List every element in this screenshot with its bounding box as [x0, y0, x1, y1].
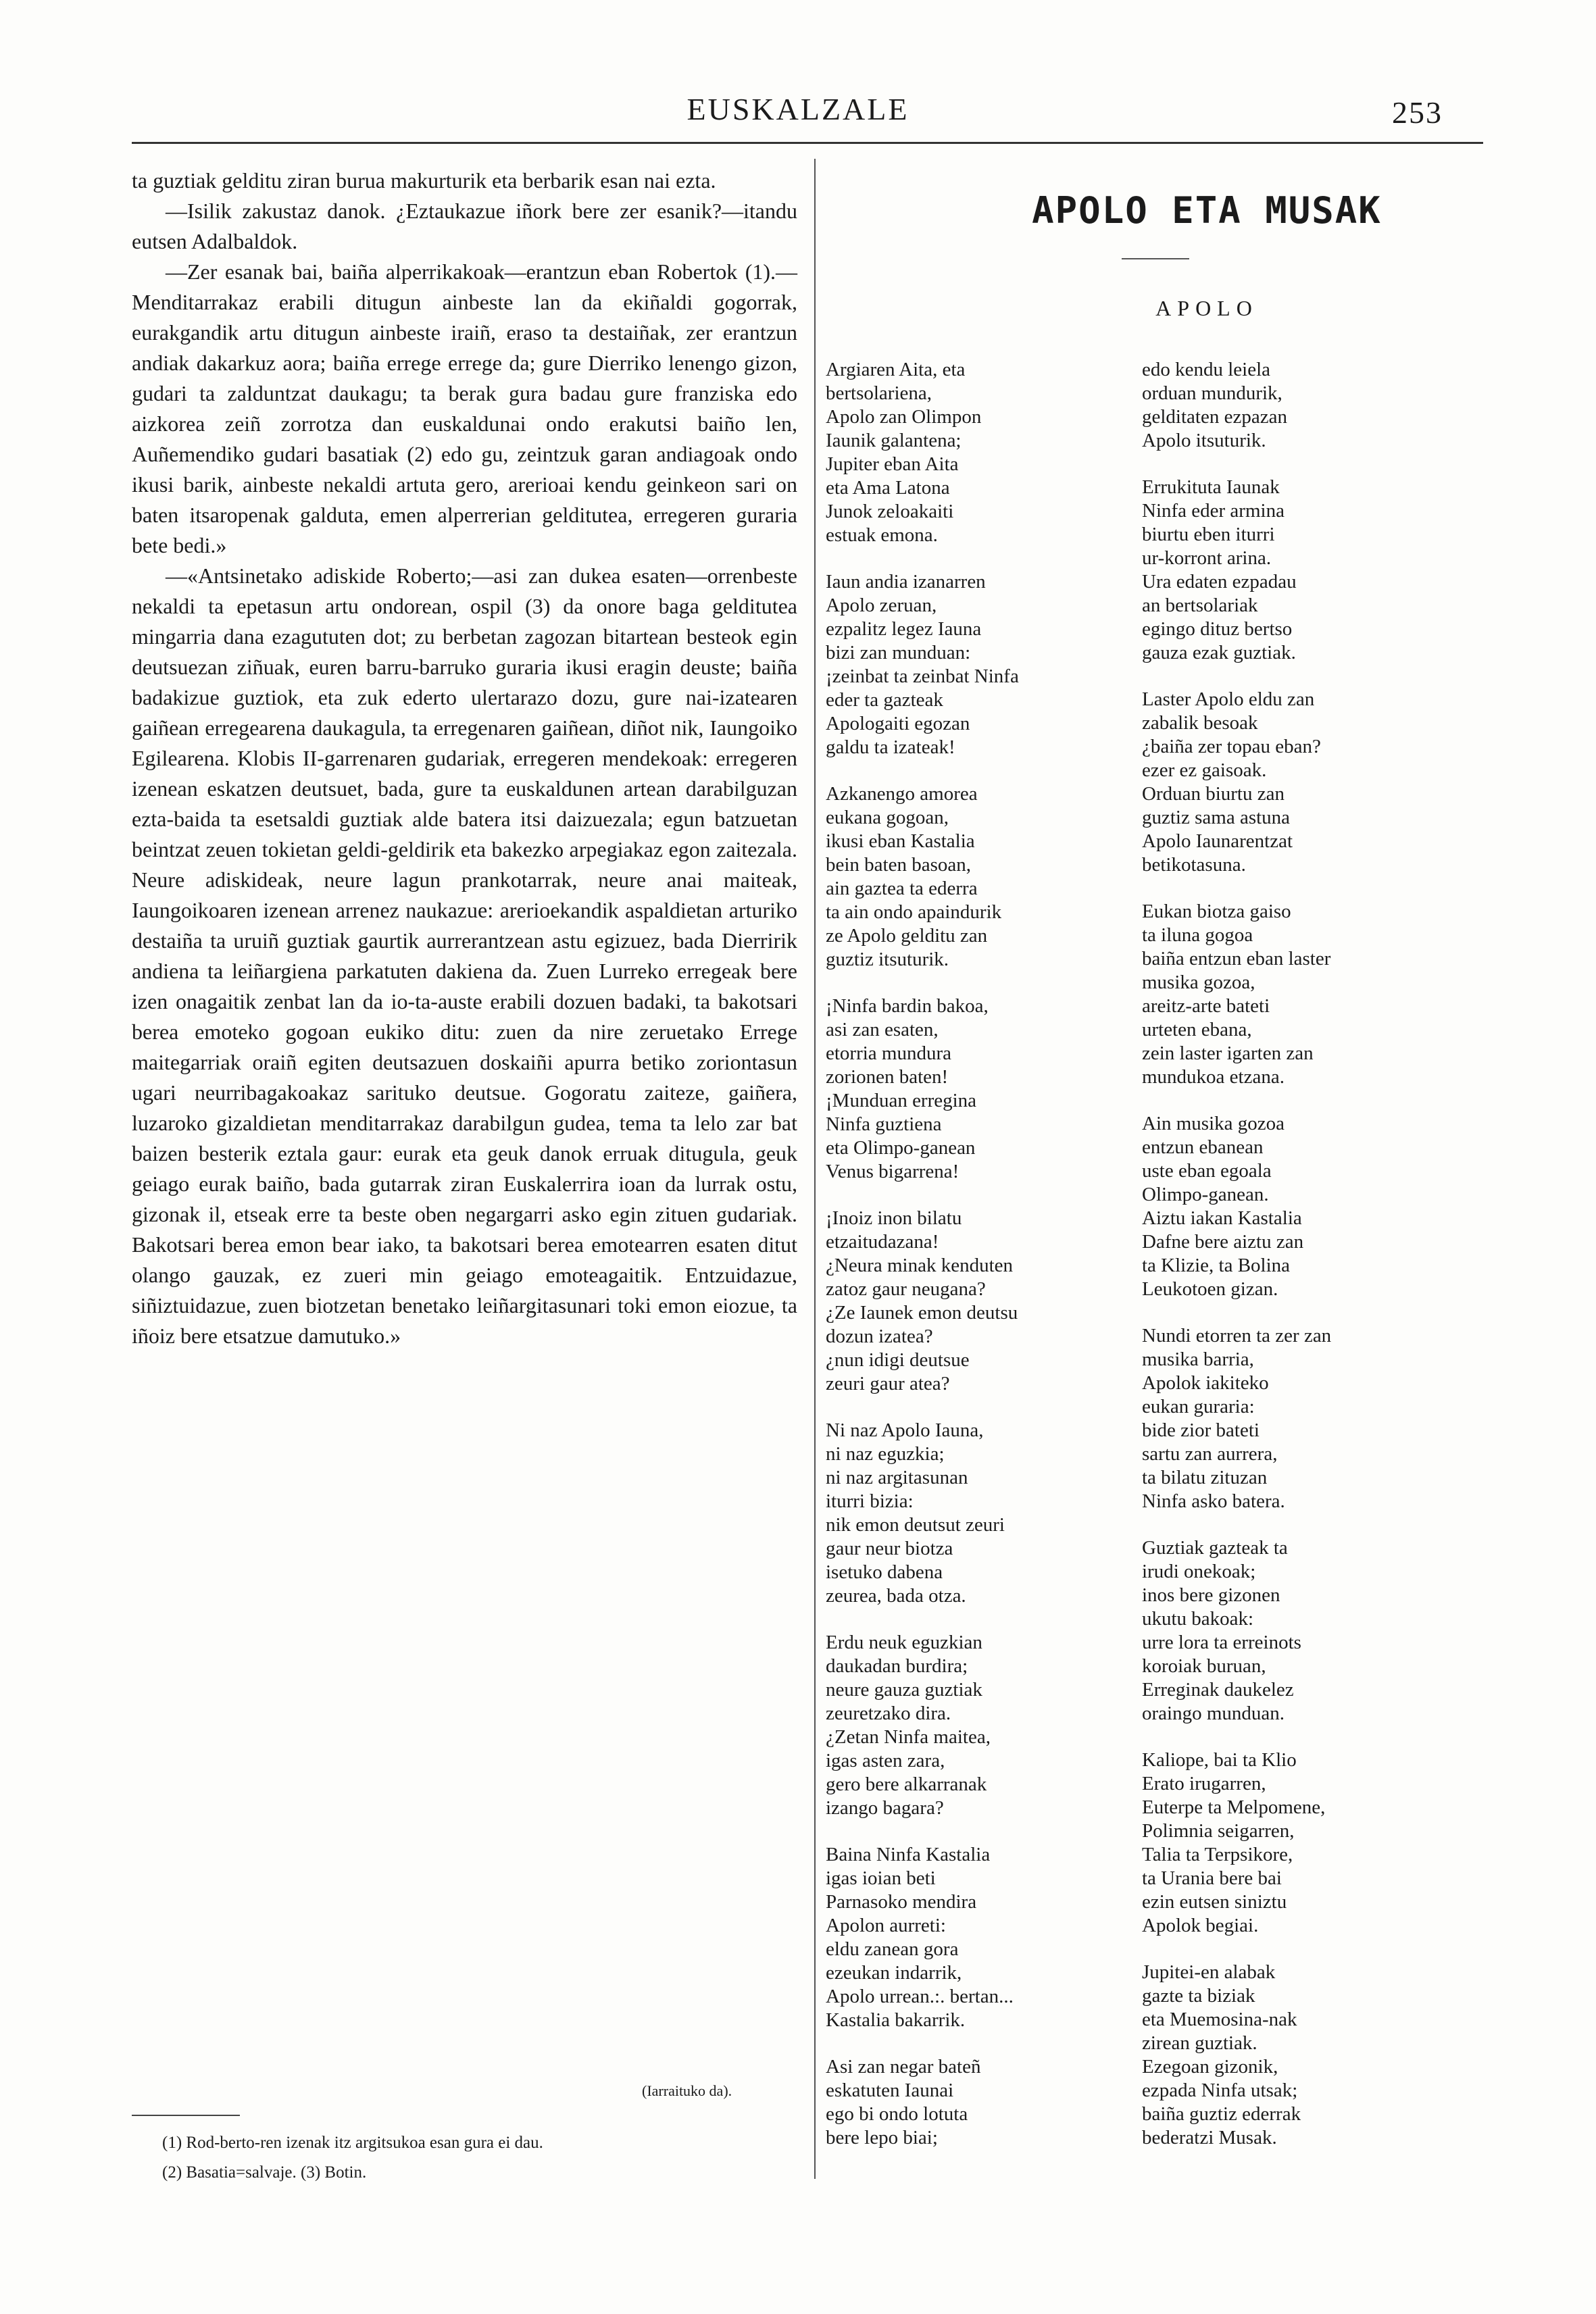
- verse-line: gauza ezak guztiak.: [1142, 642, 1296, 663]
- verse-line: Nundi etorren ta zer zan: [1142, 1325, 1332, 1347]
- verse-line: estuak emona.: [826, 524, 938, 546]
- verse-line: Kaliope, bai ta Klio: [1142, 1749, 1297, 1771]
- continued-note: (Iarraituko da).: [642, 2082, 732, 2099]
- verse-line: an bertsolariak: [1142, 595, 1258, 616]
- verse-line: zein laster igarten zan: [1142, 1042, 1314, 1064]
- verse-line: Jupitei-en alabak: [1142, 1961, 1276, 1983]
- verse-line: egingo dituz bertso: [1142, 618, 1293, 640]
- verse-line: zatoz gaur neugana?: [826, 1278, 986, 1300]
- verse-line: bere lepo biai;: [826, 2127, 938, 2148]
- verse-line: ¿nun idigi deutsue: [826, 1349, 970, 1371]
- verse-line: Iaunik galantena;: [826, 430, 962, 451]
- verse-line: Apolo zeruan,: [826, 595, 937, 616]
- verse-line: ain gaztea ta ederra: [826, 878, 978, 899]
- verse-line: Apolo itsuturik.: [1142, 430, 1266, 451]
- verse-line: koroiak buruan,: [1142, 1655, 1266, 1677]
- verse-line: Apologaiti egozan: [826, 713, 970, 734]
- verse-line: eldu zanean gora: [826, 1938, 959, 1960]
- verse-line: asi zan esaten,: [826, 1019, 939, 1040]
- verse-line: urteten ebana,: [1142, 1019, 1252, 1040]
- verse-line: bizi zan munduan:: [826, 642, 971, 663]
- verse-line: guztiz itsuturik.: [826, 949, 949, 970]
- verse-line: oraingo munduan.: [1142, 1703, 1285, 1724]
- verse-line: Aiztu iakan Kastalia: [1142, 1207, 1302, 1229]
- verse-line: bein baten basoan,: [826, 854, 972, 876]
- verse-line: igas ioian beti: [826, 1867, 936, 1889]
- verse-line: ta Urania bere bai: [1142, 1867, 1282, 1889]
- verse-line: musika barria,: [1142, 1349, 1254, 1370]
- verse-line: Apolo zan Olimpon: [826, 406, 982, 428]
- verse-line: gero bere alkarranak: [826, 1774, 987, 1795]
- verse-line: sartu zan aurrera,: [1142, 1443, 1278, 1465]
- verse-line: musika gozoa,: [1142, 972, 1255, 993]
- verse-line: Jupiter eban Aita: [826, 453, 959, 475]
- poem-column-1: [826, 358, 1130, 2173]
- verse-line: Orduan biurtu zan: [1142, 783, 1285, 805]
- verse-line: izango bagara?: [826, 1797, 944, 1819]
- verse-line: Guztiak gazteak ta: [1142, 1537, 1288, 1559]
- verse-line: ze Apolo gelditu zan: [826, 925, 988, 947]
- verse-line: eta Ama Latona: [826, 477, 950, 499]
- stanza: [826, 1207, 1130, 1396]
- verse-line: biurtu eben iturri: [1142, 524, 1275, 545]
- verse-line: Errukituta Iaunak: [1142, 476, 1280, 498]
- verse-line: etzaitudazana!: [826, 1231, 939, 1253]
- verse-line: Eukan biotza gaiso: [1142, 901, 1291, 922]
- verse-line: baiña entzun eban laster: [1142, 948, 1331, 970]
- verse-line: ikusi eban Kastalia: [826, 830, 975, 852]
- verse-line: entzun ebanean: [1142, 1136, 1264, 1158]
- verse-line: galdu ta izateak!: [826, 736, 955, 758]
- verse-line: eta Muemosina-nak: [1142, 2009, 1297, 2030]
- verse-line: eskatuten Iaunai: [826, 2080, 954, 2101]
- paragraph: ta guztiak gelditu ziran burua makurturik eta berbarik esan nai ezta.: [132, 168, 716, 193]
- verse-line: Polimnia seigarren,: [1142, 1820, 1295, 1842]
- verse-line: betikotasuna.: [1142, 854, 1246, 876]
- verse-line: Apolo Iaunarentzat: [1142, 830, 1293, 852]
- verse-line: Ni naz Apolo Iauna,: [826, 1419, 984, 1441]
- stanza: [826, 1843, 1130, 2032]
- verse-line: inos bere gizonen: [1142, 1584, 1280, 1606]
- verse-line: isetuko dabena: [826, 1561, 943, 1583]
- verse-line: Ezegoan gizonik,: [1142, 2056, 1278, 2078]
- verse-line: ¡zeinbat ta zeinbat Ninfa: [826, 665, 1019, 687]
- verse-line: Apolo urrean.:. bertan...: [826, 1986, 1014, 2007]
- verse-line: dozun izatea?: [826, 1326, 933, 1347]
- verse-line: ¿Ze Iaunek emon deutsu: [826, 1302, 1018, 1324]
- stanza: [1142, 1324, 1446, 1513]
- verse-line: ni naz argitasunan: [826, 1467, 968, 1488]
- verse-line: ta bilatu zituzan: [1142, 1467, 1268, 1488]
- footnote-rule: [132, 2115, 240, 2116]
- stanza: [826, 1419, 1130, 1608]
- verse-line: areitz-arte bateti: [1142, 995, 1270, 1017]
- verse-line: Erato irugarren,: [1142, 1773, 1266, 1794]
- column-divider: [814, 159, 816, 2179]
- verse-line: urre lora ta erreinots: [1142, 1632, 1301, 1653]
- verse-line: gaur neur biotza: [826, 1538, 953, 1559]
- verse-line: edo kendu leiela: [1142, 359, 1271, 380]
- page-header-title: EUSKALZALE: [687, 92, 909, 126]
- verse-line: ego bi ondo lotuta: [826, 2103, 968, 2125]
- verse-line: zeurea, bada otza.: [826, 1585, 966, 1607]
- verse-line: ta ain ondo apaindurik: [826, 901, 1002, 923]
- verse-line: guztiz sama astuna: [1142, 807, 1291, 828]
- verse-line: iturri bizia:: [826, 1490, 914, 1512]
- verse-line: zabalik besoak: [1142, 712, 1258, 734]
- verse-line: ezer ez gaisoak.: [1142, 759, 1267, 781]
- verse-line: zeuretzako dira.: [826, 1703, 951, 1724]
- verse-line: Iaun andia izanarren: [826, 571, 986, 593]
- stanza: [1142, 358, 1446, 453]
- verse-line: ukutu bakoak:: [1142, 1608, 1254, 1630]
- verse-line: nik emon deutsut zeuri: [826, 1514, 1005, 1536]
- stanza: [1142, 688, 1446, 877]
- verse-line: eukana gogoan,: [826, 807, 949, 828]
- verse-line: Leukotoen gizan.: [1142, 1278, 1278, 1300]
- verse-line: neure gauza guztiak: [826, 1679, 982, 1701]
- verse-line: bide zior bateti: [1142, 1419, 1260, 1441]
- verse-line: daukadan burdira;: [826, 1655, 968, 1677]
- verse-line: eukan guraria:: [1142, 1396, 1255, 1417]
- verse-line: Apolok begiai.: [1142, 1915, 1259, 1936]
- verse-line: Euterpe ta Melpomene,: [1142, 1796, 1326, 1818]
- verse-line: ¡Munduan erregina: [826, 1090, 977, 1111]
- stanza: [826, 995, 1130, 1184]
- verse-line: baiña guztiz ederrak: [1142, 2103, 1301, 2125]
- verse-line: etorria mundura: [826, 1042, 952, 1064]
- verse-line: Ninfa eder armina: [1142, 500, 1285, 522]
- verse-line: Ain musika gozoa: [1142, 1113, 1285, 1134]
- verse-line: ta iluna gogoa: [1142, 924, 1253, 946]
- verse-line: Talia ta Terpsikore,: [1142, 1844, 1293, 1865]
- stanza: [1142, 1749, 1446, 1938]
- verse-line: ezpada Ninfa utsak;: [1142, 2080, 1298, 2101]
- verse-line: Ura edaten ezpadau: [1142, 571, 1297, 593]
- verse-line: gelditaten ezpazan: [1142, 406, 1287, 428]
- verse-line: Venus bigarrena!: [826, 1161, 959, 1182]
- stanza: [826, 358, 1130, 547]
- verse-line: ezeukan indarrik,: [826, 1962, 962, 1984]
- verse-line: mundukoa etzana.: [1142, 1066, 1285, 1088]
- verse-line: Erreginak daukelez: [1142, 1679, 1294, 1701]
- paragraph: —«Antsinetako adiskide Roberto;—asi zan dukea esaten—orrenbeste nekaldi ta epetasun artu ondorean, ospil (3) da onore baga geldituteа mingarria dana ezagututen dot; zu berbetan zagozan bitartean besteok egin deutsuezan ziñuak, euren barru-barruko guraria ikusi eragin deuste; baiña badakizue guztiok, eta zuk ederto ulertarazo dozu, gure nai-izatearen gaiñean erregearena daukagula, ta erregenaren gaiñean, diñot nik, Iaungoiko Egilearena. Klobis II-garrenaren gudariak, erregeren mendekoak: erregeren izenean eskatzen deutsuet, bada, gure ta euskaldunen artean darabilguzan ezta-baida ta esetsaldi guztiak alde batera itsi daizuezala; egun batzuetan beintzat zeuen tokietan geldi-geldirik eta bakezko arpegiakaz egon zaitezala. Neure adiskideak, neure lagun prankotarrak, neure anai maiteak, Iaungoikoaren izenean arrenez naukazue: arerioekandik aspaldietan arturiko destaiña ta uruiñ guztiak gaurtik aurrerantzean astu egizuez, bada Dierririk andiena ta leiñargiena parkatuten dakiena da. Zuen Lurreko erregeak bere izen onagaitik zenbat lan da io-ta-auste erabili dozuen badaki, ta bakotsari berea emoteko gogoan eukiko ditu: zuen da nire zeruetako Errege maitegarriak oraiñ egiten deutsazuen doskaiñi apurra betiko zoriontasun ugari neurribagakoakaz sarituko deutsue. Gogoratu zaiteze, gaiñera, luzaroko gizaldietan menditarrakaz darabilgun gudea, tema ta lelo zar bat baizen besterik eztala gaur: eurak eta geuk danok erruak ditugula, geuk geiago eurak baiño, bada gutarrak ziran Euskalerrira ioan da lurrak ostu, gizonak il, etseak erre ta beste oben negargarri asko egin zituen gudariak. Bakotsari berea emon bear iako, ta bakotsari berea emotearren esaten ditut olango gauzak, ez zueri min geiago emoteagaitik. Entzuidazue, siñiztuidazue, zuen biotzetan benetako leiñargitasunari toki emon eiozue, ta iñoiz bere etsatzue damutuko.»: [132, 563, 797, 1348]
- verse-line: Asi zan negar bateñ: [826, 2056, 981, 2078]
- verse-line: Ninfa guztiena: [826, 1113, 942, 1135]
- verse-line: orduan mundurik,: [1142, 382, 1282, 404]
- verse-line: ni naz eguzkia;: [826, 1443, 945, 1465]
- paragraph: —Zer esanak bai, baiña alperrikakoak—erantzun eban Robertok (1).—Menditarrakaz erabili ditugun ainbeste lan da ekiñaldi gogorrak, eurakgandik artu ditugun ainbeste iraiñ, eraso ta destaiñak, zer erantzun andiak dakarkuz aora; baiña errege errege da; gure Dierriko lenengo gizon, gudari ta zalduntzat daukagu; ta berak gura badau gure franziska edo aizkorea zeiñ zorrotza dan euskaldunai ondo erakutsi baiño len, Auñemendiko gudari basatiak (2) edo gu, zeintzuk garan andiagoak ondo ikusi barik, ainbeste nekaldi artuta gero, arerioai kendu geinkeon sari on baten itsaropenak galduta, emen alperrerian geldituteа, erregeren guraria bete bedi.»: [132, 259, 798, 557]
- header-rule: [132, 142, 1483, 144]
- stanza: [1142, 1112, 1446, 1301]
- verse-line: ¡Inoiz inon bilatu: [826, 1207, 962, 1229]
- verse-line: Laster Apolo eldu zan: [1142, 688, 1315, 710]
- verse-line: uste eban egoala: [1142, 1160, 1272, 1182]
- verse-line: Apolok iakiteko: [1142, 1372, 1269, 1394]
- stanza: [826, 570, 1130, 759]
- stanza: [1142, 1536, 1446, 1726]
- verse-line: ur-korront arina.: [1142, 547, 1272, 569]
- verse-line: eta Olimpo-ganean: [826, 1137, 976, 1159]
- verse-line: ¡Ninfa bardin bakoa,: [826, 995, 989, 1017]
- verse-line: ta Klizie, ta Bolina: [1142, 1255, 1291, 1276]
- paragraph: —Isilik zakustaz danok. ¿Eztaukazue iñork bere zer esanik?—itandu eutsen Adalbaldok.: [132, 199, 797, 253]
- verse-line: ¿baiña zer topau eban?: [1142, 736, 1321, 757]
- stanza: [826, 1631, 1130, 1820]
- verse-line: Argiaren Aita, eta: [826, 359, 966, 380]
- footnotes: [162, 2128, 797, 2188]
- verse-line: Ninfa asko batera.: [1142, 1490, 1285, 1512]
- verse-line: Apolon aurreti:: [826, 1915, 946, 1936]
- verse-line: Azkanengo amorea: [826, 783, 978, 805]
- verse-line: ¿Neura minak kenduten: [826, 1255, 1014, 1276]
- verse-line: ezin eutsen siniztu: [1142, 1891, 1287, 1913]
- verse-line: zorionen baten!: [826, 1066, 949, 1088]
- verse-line: zeuri gaur atea?: [826, 1373, 950, 1394]
- footnote: (1) Rod-berto-ren izenak itz argitsukoa esan gura ei dau.: [162, 2134, 543, 2152]
- verse-line: gazte ta biziak: [1142, 1985, 1255, 2007]
- verse-line: bertsolariena,: [826, 382, 932, 404]
- stanza: [1142, 476, 1446, 665]
- footnote: (2) Basatia=salvaje. (3) Botin.: [162, 2163, 367, 2182]
- verse-line: igas asten zara,: [826, 1750, 945, 1771]
- verse-line: ezpalitz legez Iauna: [826, 618, 982, 640]
- verse-line: Baina Ninfa Kastalia: [826, 1844, 991, 1865]
- verse-line: Erdu neuk eguzkian: [826, 1632, 982, 1653]
- verse-line: ¿Zetan Ninfa maitea,: [826, 1726, 991, 1748]
- title-rule: [1122, 258, 1189, 259]
- verse-line: Kastalia bakarrik.: [826, 2009, 966, 2031]
- stanza: [1142, 1961, 1446, 2150]
- poem-subtitle: APOLO: [1155, 296, 1258, 320]
- verse-line: zirean guztiak.: [1142, 2032, 1257, 2054]
- verse-line: irudi onekoak;: [1142, 1561, 1256, 1582]
- stanza: [826, 2055, 1130, 2150]
- poem-column-2: [1142, 358, 1446, 2173]
- prose-column: [132, 166, 797, 1351]
- verse-line: bederatzi Musak.: [1142, 2127, 1277, 2148]
- stanza: [826, 782, 1130, 972]
- verse-line: Dafne bere aiztu zan: [1142, 1231, 1304, 1253]
- verse-line: Parnasoko mendira: [826, 1891, 977, 1913]
- verse-line: eder ta gazteak: [826, 689, 943, 711]
- verse-line: Olimpo-ganean.: [1142, 1184, 1269, 1205]
- poem-title: APOLO ETA MUSAK: [1032, 189, 1382, 232]
- verse-line: Junok zeloakaiti: [826, 501, 954, 522]
- page-number: 253: [1392, 95, 1443, 130]
- stanza: [1142, 900, 1446, 1089]
